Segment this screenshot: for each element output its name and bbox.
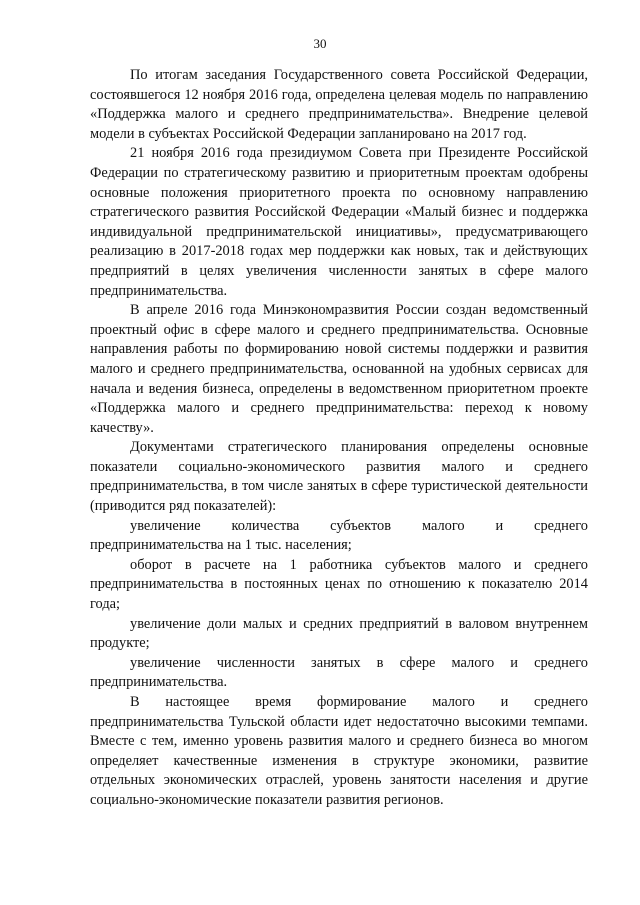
- page-number: 30: [313, 36, 327, 51]
- document-body: [90, 66, 588, 811]
- paragraph-tula-region: В настоящее время формирование малого и среднего предпринимательства Тульской области идет недостаточно высокими темпами. Вместе с тем, именно уровень развития малого и среднего бизнеса во многом определяет качественные изменения в структуре экономики, развитие отдельных экономических отраслей, уровень занятости населения и другие социально-экономические показатели развития регионов.: [90, 694, 588, 808]
- indicator-item: оборот в расчете на 1 работника субъектов малого и среднего предпринимательства в постоянных ценах по отношению к показателю 2014 года;: [90, 556, 588, 613]
- paragraph-project-office: В апреле 2016 года Минэкономразвития России создан ведомственный проектный офис в сфере малого и среднего предпринимательства. Основные направления работы по формированию новой системы поддержки и развития малого и среднего предпринимательства, основанной на удобных сервисах для начала и ведения бизнеса, определены в ведомственном приоритетном проекте «Поддержка малого и среднего предпринимательства: переход к новому качеству».: [90, 302, 588, 436]
- paragraph-presidium: 21 ноября 2016 года президиумом Совета при Президенте Российской Федерации по стратегическому развитию и приоритетным проектам одобрены основные положения приоритетного проекта по основному направлению стратегического развития Российской Федерации «Малый бизнес и поддержка индивидуальной предпринимательской инициативы», предусматривающего реализацию в 2017-2018 годах мер поддержки как новых, так и действующих предприятий в целях увеличения численности занятых в сфере малого предпринимательства.: [90, 145, 588, 299]
- paragraph-state-council: По итогам заседания Государственного совета Российской Федерации, состоявшегося 12 ноября 2016 года, определена целевая модель по направлению «Поддержка малого и среднего предпринимательства». Внедрение целевой модели в субъектах Российской Федерации запланировано на 2017 год.: [90, 67, 588, 142]
- paragraph-indicators-intro: Документами стратегического планирования определены основные показатели социально-экономического развития малого и среднего предпринимательства, в том числе занятых в сфере туристической деятельности (приводится ряд показателей):: [90, 439, 588, 515]
- indicator-item: увеличение численности занятых в сфере малого и среднего предпринимательства.: [90, 654, 588, 691]
- indicator-item: увеличение доли малых и средних предприятий в валовом внутреннем продукте;: [90, 615, 588, 652]
- indicator-item: увеличение количества субъектов малого и среднего предпринимательства на 1 тыс. населения;: [90, 517, 588, 554]
